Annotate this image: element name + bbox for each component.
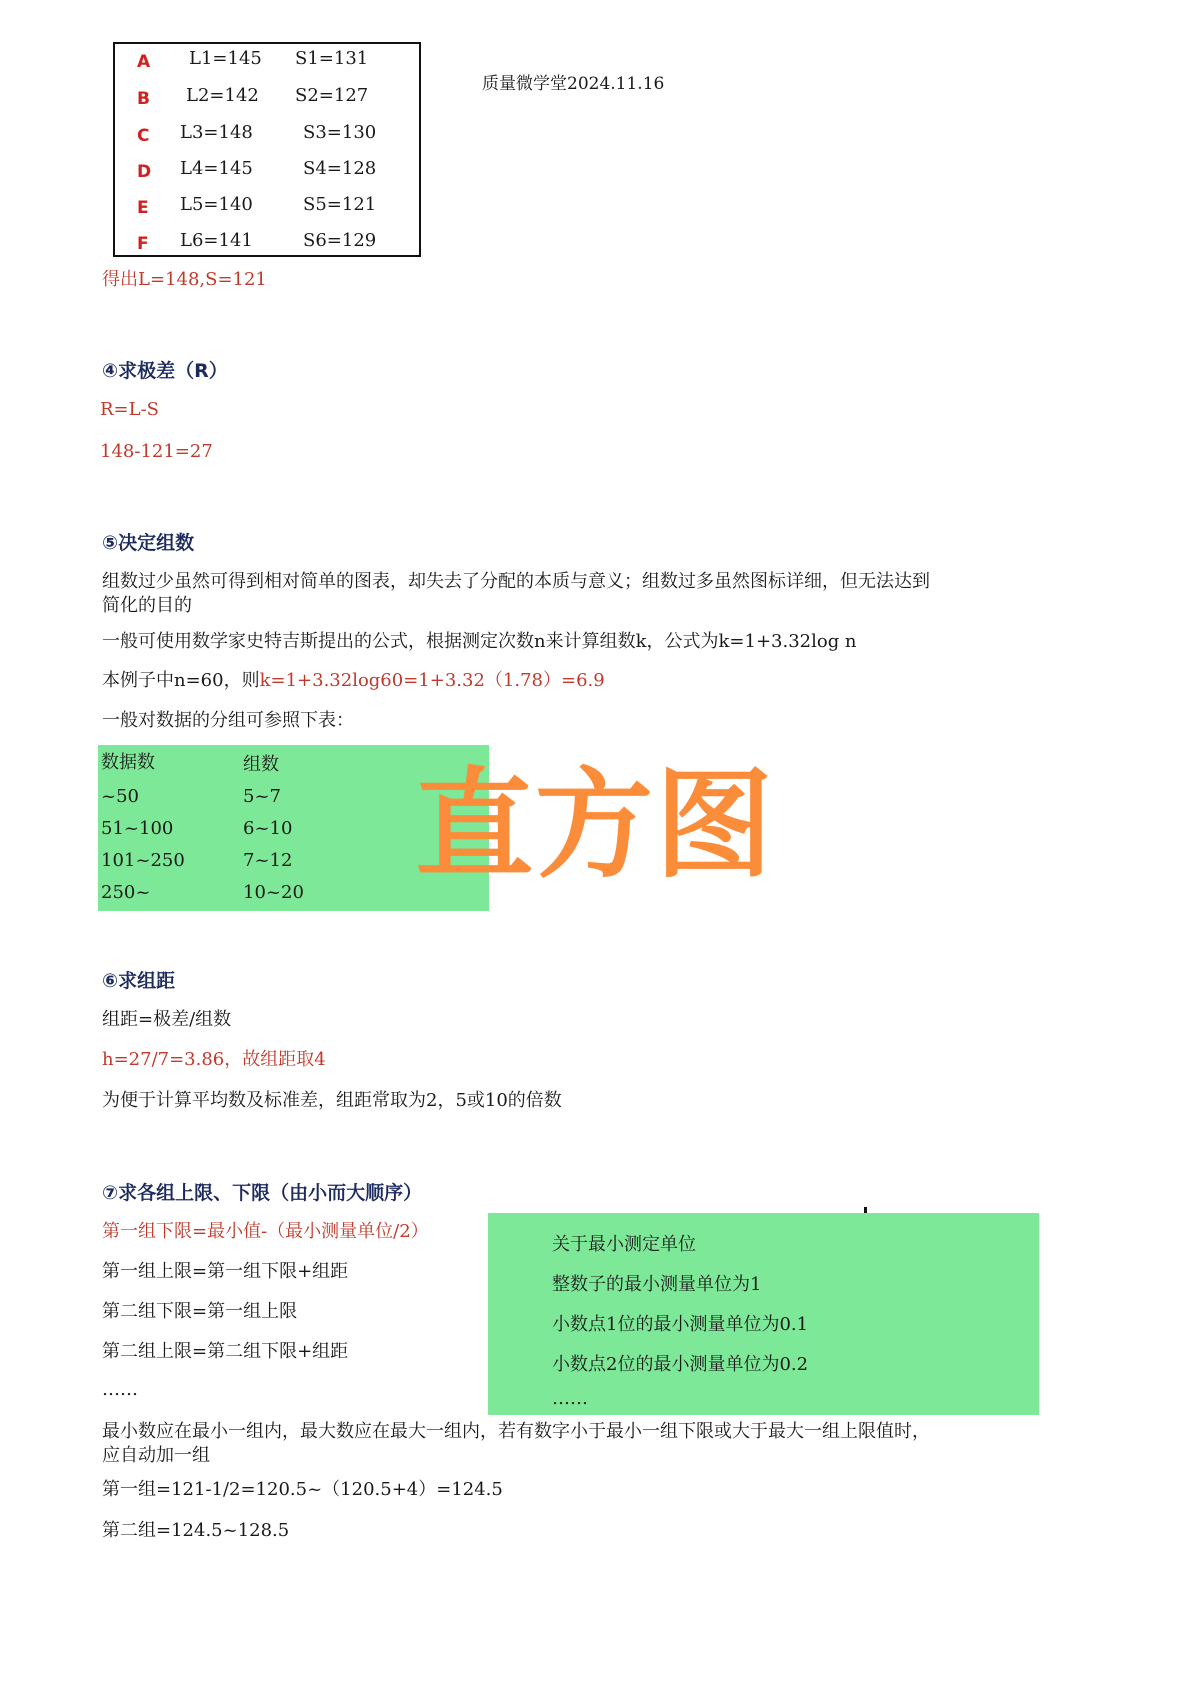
ls-letter: D bbox=[137, 162, 152, 182]
ls-l-value: L6=141 bbox=[180, 230, 253, 251]
group-table-cell: 6~10 bbox=[243, 818, 293, 839]
section7-para-line1: 最小数应在最小一组内，最大数应在最大一组内，若有数字小于最小一组下限或大于最大一组上限值时， bbox=[102, 1421, 930, 1442]
unit-box-line: 关于最小测定单位 bbox=[552, 1234, 696, 1255]
unit-box-line: …… bbox=[552, 1388, 588, 1409]
ls-s-value: S3=130 bbox=[303, 122, 377, 143]
section7-group2: 第二组=124.5~128.5 bbox=[102, 1520, 290, 1541]
ls-s-value: S5=121 bbox=[303, 194, 377, 215]
ls-letter: A bbox=[137, 52, 151, 72]
group-table-cell: 7~12 bbox=[243, 850, 293, 871]
section7-heading: ⑦求各组上限、下限（由小而大顺序） bbox=[102, 1182, 423, 1204]
ls-row bbox=[115, 226, 419, 262]
section6-formula: 组距=极差/组数 bbox=[102, 1009, 232, 1030]
section5-para4: 一般对数据的分组可参照下表： bbox=[102, 710, 354, 731]
ls-l-value: L5=140 bbox=[180, 194, 253, 215]
ls-l-value: L4=145 bbox=[180, 158, 253, 179]
section4-calc: 148-121=27 bbox=[100, 441, 213, 462]
group-table-cell: 101~250 bbox=[101, 850, 185, 871]
group-table-cell: ~50 bbox=[101, 786, 139, 807]
result-ls: 得出L=148,S=121 bbox=[102, 269, 267, 290]
ls-row bbox=[115, 44, 419, 80]
ls-s-value: S4=128 bbox=[303, 158, 377, 179]
unit-box-line: 小数点1位的最小测量单位为0.1 bbox=[552, 1314, 809, 1335]
histogram-watermark: 直方图 bbox=[415, 756, 776, 894]
section7-line: 第一组上限=第一组下限+组距 bbox=[102, 1261, 349, 1282]
unit-box-line: 小数点2位的最小测量单位为0.2 bbox=[552, 1354, 809, 1375]
section7-line: 第二组下限=第一组上限 bbox=[102, 1301, 298, 1322]
section5-para3-prefix: 本例子中n=60，则 bbox=[102, 670, 260, 691]
ls-s-value: S6=129 bbox=[303, 230, 377, 251]
unit-box-line: 整数子的最小测量单位为1 bbox=[552, 1274, 762, 1295]
section6-note: 为便于计算平均数及标准差，组距常取为2，5或10的倍数 bbox=[102, 1090, 562, 1111]
section7-para-line2: 应自动加一组 bbox=[102, 1445, 210, 1466]
ls-s-value: S2=127 bbox=[295, 85, 369, 106]
ls-row bbox=[115, 190, 419, 226]
ls-l-value: L2=142 bbox=[186, 85, 259, 106]
ls-letter: F bbox=[137, 234, 149, 254]
section7-line: …… bbox=[102, 1379, 138, 1400]
ls-table bbox=[113, 42, 421, 257]
section5-para1-line2: 简化的目的 bbox=[102, 595, 192, 616]
ls-letter: E bbox=[137, 198, 149, 218]
section5-para2: 一般可使用数学家史特吉斯提出的公式，根据测定次数n来计算组数k，公式为k=1+3.32log n bbox=[102, 631, 857, 652]
section5-para3 bbox=[102, 669, 605, 693]
ls-row bbox=[115, 81, 419, 117]
section6-heading: ⑥求组距 bbox=[102, 970, 176, 992]
group-table-header-count: 数据数 bbox=[101, 752, 155, 773]
section5-para1-line1: 组数过少虽然可得到相对简单的图表，却失去了分配的本质与意义；组数过多虽然图标详细，但无法达到 bbox=[102, 571, 930, 592]
ls-row bbox=[115, 118, 419, 154]
section7-line: 第一组下限=最小值-（最小测量单位/2） bbox=[102, 1221, 429, 1242]
group-table-cell: 10~20 bbox=[243, 882, 304, 903]
ls-letter: B bbox=[137, 89, 150, 109]
group-table-cell: 5~7 bbox=[243, 786, 281, 807]
ls-letter: C bbox=[137, 126, 150, 146]
section4-heading: ④求极差（R） bbox=[102, 360, 228, 382]
section7-line: 第二组上限=第二组下限+组距 bbox=[102, 1341, 349, 1362]
ls-l-value: L3=148 bbox=[180, 122, 253, 143]
section4-formula: R=L-S bbox=[100, 399, 160, 420]
section6-calc: h=27/7=3.86，故组距取4 bbox=[102, 1049, 326, 1070]
group-table-cell: 51~100 bbox=[101, 818, 174, 839]
section7-group1: 第一组=121-1/2=120.5~（120.5+4）=124.5 bbox=[102, 1479, 503, 1500]
group-table-header-groups: 组数 bbox=[243, 754, 279, 775]
ls-row bbox=[115, 154, 419, 190]
group-table-cell: 250~ bbox=[101, 882, 151, 903]
ls-l-value: L1=145 bbox=[189, 48, 262, 69]
source-date: 质量微学堂2024.11.16 bbox=[482, 74, 665, 94]
section5-heading: ⑤决定组数 bbox=[102, 532, 195, 554]
ls-s-value: S1=131 bbox=[295, 48, 369, 69]
section5-para3-formula: k=1+3.32log60=1+3.32（1.78）=6.9 bbox=[259, 670, 605, 691]
unit-box bbox=[488, 1213, 1039, 1415]
